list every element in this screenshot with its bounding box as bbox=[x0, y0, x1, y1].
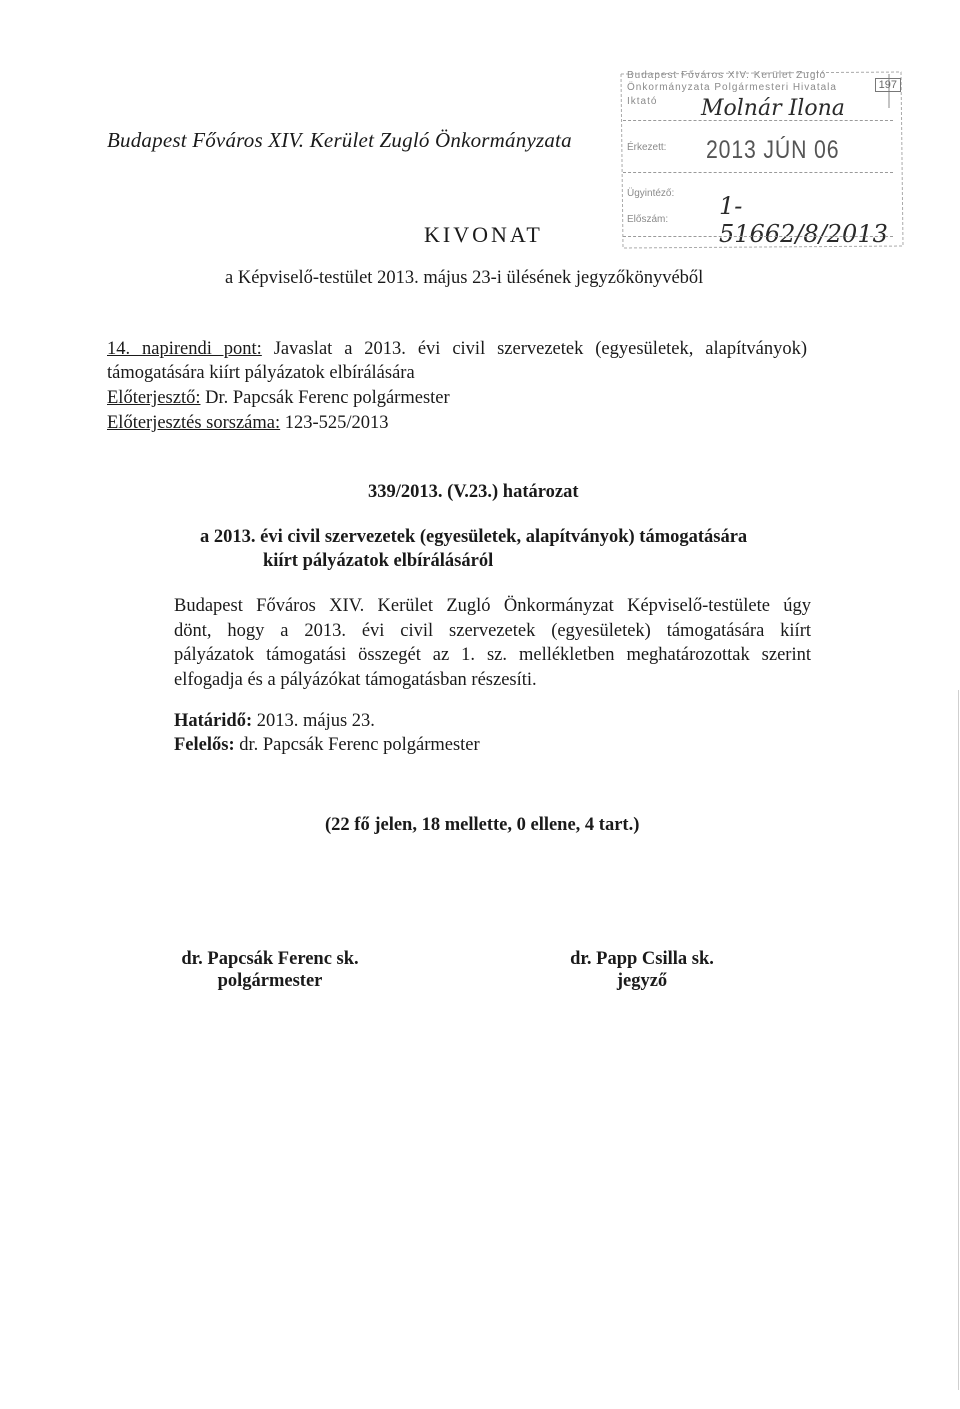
proposal-number-line bbox=[107, 411, 807, 435]
resolution-title-line-2: kiírt pályázatok elbírálásáról bbox=[263, 551, 494, 571]
stamp-handwritten-reference: 1-51662/8/2013 bbox=[719, 192, 888, 248]
responsible-label: Felelős: bbox=[174, 735, 235, 755]
proposal-number: 123-525/2013 bbox=[284, 413, 389, 433]
document-subtitle: a Képviselő-testület 2013. május 23-i ülésének jegyzőkönyvéből bbox=[225, 268, 704, 288]
resolution-title-line-1: a 2013. évi civil szervezetek (egyesületek, alapítványok) támogatására bbox=[200, 527, 748, 547]
responsible-line bbox=[174, 735, 480, 756]
resolution-body-line-4: elfogadja és a pályázókat támogatásban részesíti. bbox=[174, 669, 537, 690]
responsible-value: dr. Papcsák Ferenc polgármester bbox=[239, 735, 480, 755]
resolution-body-line-3: pályázatok támogatási összegét az 1. sz. mellékletben meghatározottak szerint bbox=[174, 645, 811, 665]
stamp-received-date: 2013 JÚN 06 bbox=[706, 136, 840, 164]
document-title: KIVONAT bbox=[424, 222, 543, 247]
signature-block-notary bbox=[532, 948, 752, 992]
signature-title: polgármester bbox=[217, 971, 323, 991]
stamp-line-1: Budapest Főváros XIV. Kerület Zugló bbox=[627, 70, 827, 81]
presenter-name: Dr. Papcsák Ferenc polgármester bbox=[205, 388, 450, 408]
agenda-point-text-1: Javaslat a 2013. évi civil szervezetek (egyesületek, alapítványok) bbox=[273, 339, 807, 359]
presenter-line bbox=[107, 386, 807, 410]
stamp-assigned-label: Ügyintéző: bbox=[627, 188, 675, 199]
agenda-point-line-1 bbox=[107, 337, 807, 361]
proposal-number-label: Előterjesztés sorszáma: bbox=[107, 413, 281, 433]
deadline-label: Határidő: bbox=[174, 711, 253, 731]
deadline-value: 2013. május 23. bbox=[256, 711, 375, 731]
vote-result: (22 fő jelen, 18 mellette, 0 ellene, 4 tart.) bbox=[325, 815, 640, 835]
resolution-body-line-2: dönt, hogy a 2013. évi civil szervezetek (egyesületek) támogatására kiírt bbox=[174, 620, 811, 641]
registry-stamp bbox=[613, 68, 907, 252]
organization-name: Budapest Főváros XIV. Kerület Zugló Önkormányzata bbox=[107, 128, 572, 152]
stamp-line-3: Iktató bbox=[627, 96, 658, 107]
stamp-previous-label: Előszám: bbox=[627, 214, 669, 225]
stamp-handwritten-signature: Molnár Ilona bbox=[701, 96, 845, 121]
scan-edge-line bbox=[958, 690, 959, 1390]
stamp-line-2: Önkormányzata Polgármesteri Hivatala bbox=[627, 82, 837, 93]
signature-name: dr. Papcsák Ferenc sk. bbox=[181, 949, 359, 969]
resolution-body bbox=[174, 594, 811, 692]
agenda-point-label: 14. napirendi pont: bbox=[107, 339, 262, 359]
signature-block-mayor bbox=[150, 948, 390, 992]
stamp-number: 197 bbox=[875, 78, 901, 92]
agenda-point-text-2: támogatására kiírt pályázatok elbírálására bbox=[107, 363, 415, 383]
resolution-body-line-1: Budapest Főváros XIV. Kerület Zugló Önkormányzat Képviselő-testülete úgy bbox=[174, 596, 811, 616]
resolution-number: 339/2013. (V.23.) határozat bbox=[368, 482, 579, 502]
presenter-label: Előterjesztő: bbox=[107, 388, 201, 408]
resolution-title bbox=[200, 525, 800, 573]
deadline-line bbox=[174, 711, 375, 732]
stamp-received-label: Érkezett: bbox=[627, 142, 667, 153]
signature-title: jegyző bbox=[616, 971, 668, 991]
signature-name: dr. Papp Csilla sk. bbox=[570, 949, 714, 969]
